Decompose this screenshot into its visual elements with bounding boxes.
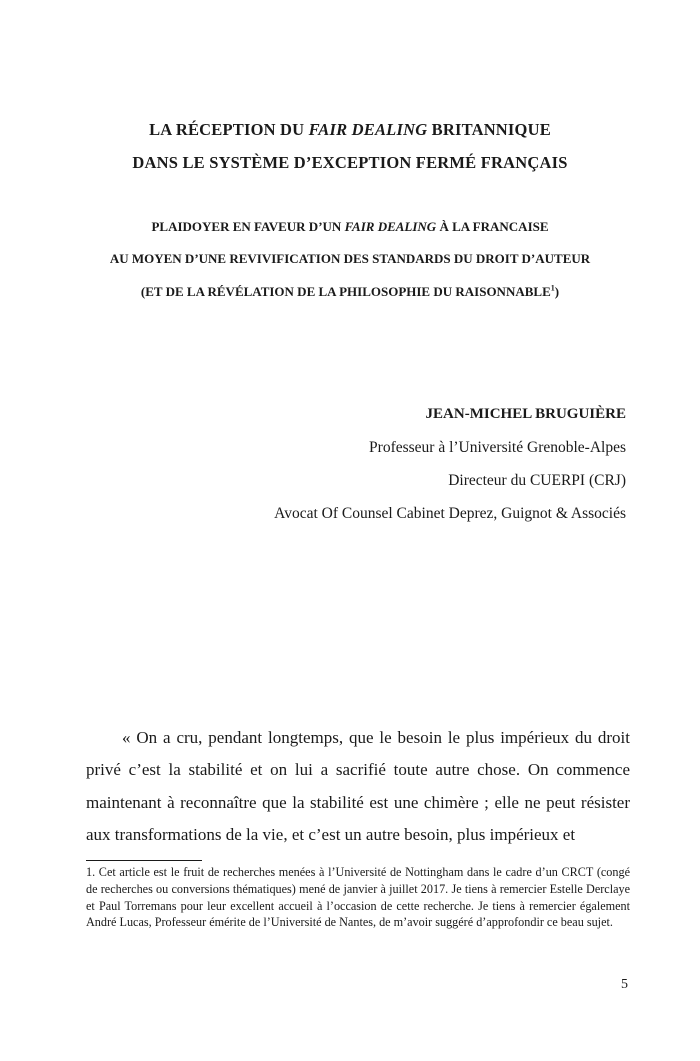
footnote: 1. Cet article est le fruit de recherches menées à l’Université de Nottingham dans le cadre d’un CRCT (congé de recherches ou conversions thématiques) mené de janvier à juillet 2017. Je tiens à remercier Estelle Derclaye et Paul Torremans pour leur excellent accueil à l’occasion de cette recherche. Je tiens à remercier également André Lucas, Professeur émérite de l’Université de Nantes, de m’avoir suggéré d’approfondir ce beau sujet. <box>86 865 630 930</box>
subtitle-line-1 <box>0 219 700 235</box>
footnote-reference: 1 <box>550 283 555 293</box>
author-affiliation-1: Professeur à l’Université Grenoble-Alpes <box>369 439 626 456</box>
subtitle-line-1-italic: FAIR DEALING <box>344 219 437 234</box>
body-paragraph: « On a cru, pendant longtemps, que le besoin le plus impérieux du droit privé c’est la stabilité et on lui a sacrifié toute autre chose. On commence maintenant à reconnaître que la stabilité est une chimère ; elle ne peut résister aux transformations de la vie, et c’est un autre besoin, plus impérieux et <box>86 728 630 844</box>
footnote-divider <box>86 860 202 861</box>
subtitle-line-1-post: À LA FRANCAISE <box>436 219 549 234</box>
author-name: JEAN-MICHEL BRUGUIÈRE <box>425 406 626 422</box>
title-line-1-pre: LA RÉCEPTION DU <box>149 120 309 139</box>
subtitle-line-3-text: (ET DE LA RÉVÉLATION DE LA PHILOSOPHIE DU RAISONNABLE <box>140 284 551 299</box>
page-number: 5 <box>621 977 628 992</box>
author-affiliation-2: Directeur du CUERPI (CRJ) <box>448 472 626 489</box>
title-line-2: DANS LE SYSTÈME D’EXCEPTION FERMÉ FRANÇAIS <box>132 153 568 172</box>
subtitle-line-2: AU MOYEN D’UNE REVIVIFICATION DES STANDARDS DU DROIT D’AUTEUR <box>109 251 591 266</box>
title-line-1 <box>0 120 700 140</box>
title-line-1-italic: FAIR DEALING <box>308 120 428 139</box>
subtitle-line-3 <box>0 284 700 300</box>
title-line-1-post: BRITANNIQUE <box>427 120 551 139</box>
author-affiliation-3: Avocat Of Counsel Cabinet Deprez, Guignot & Associés <box>274 505 626 522</box>
subtitle-line-3-close: ) <box>554 284 560 299</box>
subtitle-line-1-pre: PLAIDOYER EN FAVEUR D’UN <box>151 219 345 234</box>
